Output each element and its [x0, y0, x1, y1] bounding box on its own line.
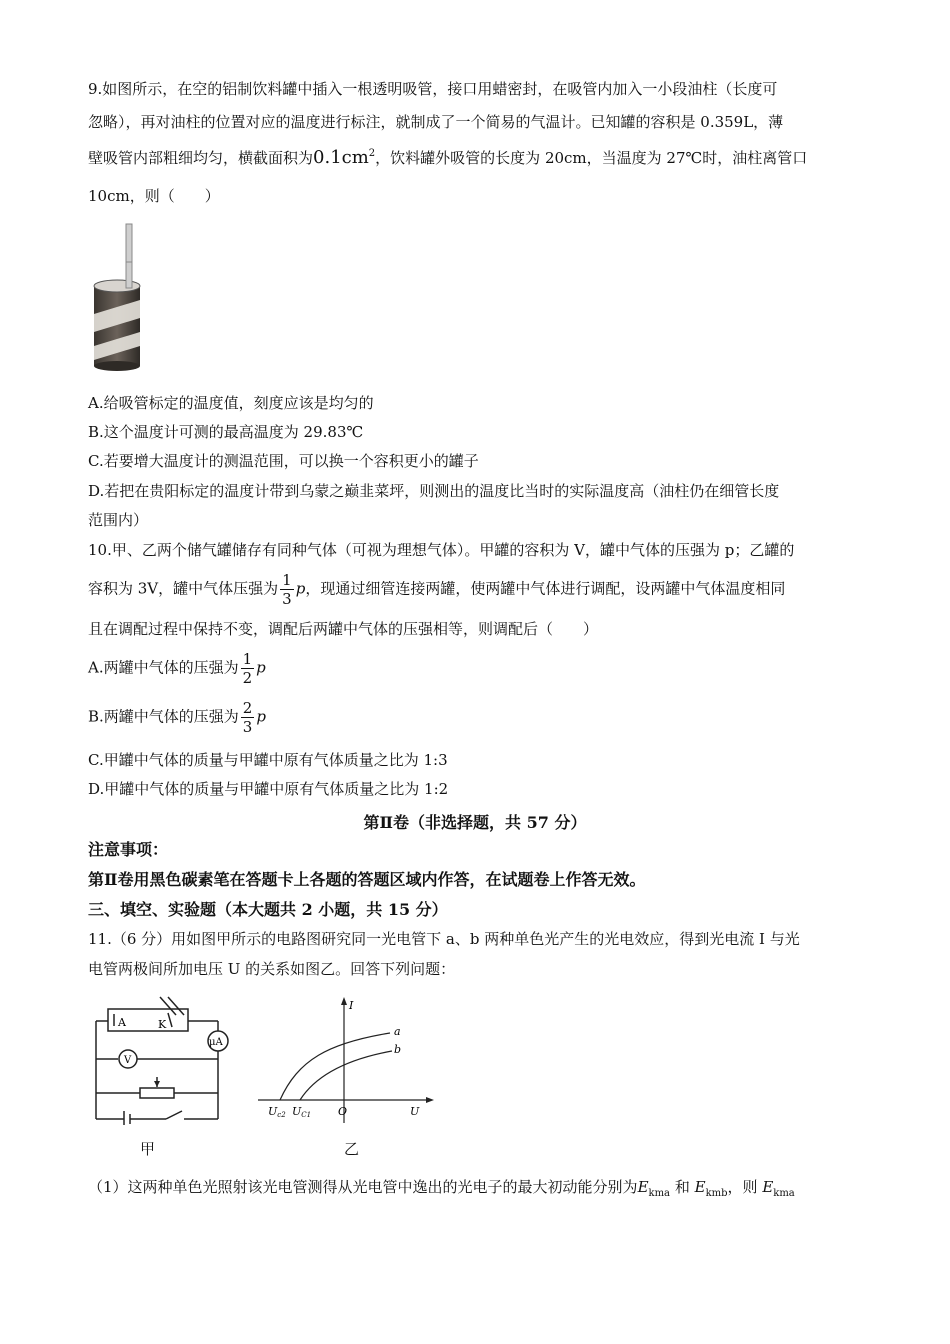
q10-option-d: D.甲罐中气体的质量与甲罐中原有气体质量之比为 1:2 [88, 780, 449, 798]
caption-jia: 甲 [140, 1140, 156, 1158]
q9-option-d-line1: D.若把在贵阳标定的温度计带到乌蒙之巅韭菜坪，则测出的温度比当时的实际温度高（油柱仍在细管长度 [88, 482, 780, 500]
notice-heading: 注意事项： [88, 840, 169, 859]
rheostat [140, 1088, 174, 1098]
q9-option-d-line2: 范围内） [88, 511, 149, 529]
q9-line3 [88, 149, 807, 167]
q10-line3: 且在调配过程中保持不变，调配后两罐中气体的压强相等，则调配后（ ） [88, 620, 599, 638]
q11-sub1: （1）这两种单色光照射该光电管测得从光电管中逸出的光电子的最大初动能分别为$E_{kma}$ 和 $E_{kmb}$，则 $E_{kma}$ [88, 1178, 795, 1199]
q10-option-c: C.甲罐中气体的质量与甲罐中原有气体质量之比为 1:3 [88, 751, 448, 769]
q9-line2: 忽略），再对油柱的位置对应的温度进行标注，就制成了一个简易的气温计。已知罐的容积是 0.359L，薄 [88, 113, 784, 131]
part3-heading: 三、填空、实验题（本大题共 2 小题，共 15 分） [88, 900, 448, 919]
label-a: A [118, 1016, 126, 1029]
fraction-one-half: $\frac{1}{2}$ [242, 650, 253, 687]
q10-option-a: A.两罐中气体的压强为 $\frac{1}{2}$ p [88, 650, 266, 687]
q9-line1: 9.如图所示，在空的铝制饮料罐中插入一根透明吸管，接口用蜡密封，在吸管内加入一小段油柱（长度可 [88, 80, 778, 98]
fraction-one-third: $\frac{1}{3}$ [282, 571, 292, 608]
label-k: K [158, 1018, 167, 1031]
origin-label: O [338, 1105, 348, 1118]
fraction-two-thirds: $\frac{2}{3}$ [242, 699, 253, 736]
curve-a-label: a [394, 1025, 401, 1038]
can-top [94, 280, 140, 292]
q9-line4: 10cm，则（ ） [88, 187, 220, 205]
curve-b-label: b [394, 1043, 402, 1056]
q10-line1: 10.甲、乙两个储气罐储存有同种气体（可视为理想气体）。甲罐的容积为 V，罐中气体的压强为 p；乙罐的 [88, 541, 795, 559]
q9-option-a: A.给吸管标定的温度值，刻度应该是均匀的 [88, 394, 374, 412]
can-figure [88, 222, 148, 372]
q10-line2: 容积为 3V，罐中气体压强为 $\frac{1}{3}$ p，现通过细管连接两罐，使两罐中气体进行调配，设两罐中气体温度相同 [88, 571, 786, 608]
iu-graph [258, 995, 438, 1125]
axis-label-i: I [349, 999, 354, 1012]
label-microamp: μA [209, 1037, 223, 1048]
q9-line3-a: 壁吸管内部粗细均匀，横截面积为 [88, 149, 314, 167]
q11-line1: 11.（6 分）用如图甲所示的电路图研究同一光电管下 a、b 两种单色光产生的光电效应，得到光电流 I 与光 [88, 930, 800, 948]
q9-option-b: B.这个温度计可测的最高温度为 29.83℃ [88, 423, 364, 441]
circuit-diagram [88, 995, 238, 1125]
caption-yi: 乙 [344, 1140, 360, 1158]
uc1-label: UC1 [292, 1105, 312, 1119]
q9-option-c: C.若要增大温度计的测温范围，可以换一个容积更小的罐子 [88, 452, 479, 470]
q10-option-b: B.两罐中气体的压强为 $\frac{2}{3}$ p [88, 699, 266, 736]
curve-a [280, 1033, 390, 1100]
axis-label-u: U [410, 1105, 420, 1118]
notice-body: 第Ⅱ卷用黑色碳素笔在答题卡上各题的答题区域内作答，在试题卷上作答无效。 [88, 870, 646, 889]
q9-line3-b: ，饮料罐外吸管的长度为 20cm，当温度为 27℃时，油柱离管口 [375, 149, 808, 167]
q11-line2: 电管两极间所加电压 U 的关系如图乙。回答下列问题： [88, 960, 456, 978]
switch [166, 1111, 182, 1119]
section2-title: 第Ⅱ卷（非选择题，共 57 分） [363, 813, 587, 832]
label-volt: V [124, 1055, 132, 1066]
uc2-label: Uc2 [268, 1105, 286, 1119]
q9-area-value: $0.1cm^2$ [313, 147, 376, 168]
